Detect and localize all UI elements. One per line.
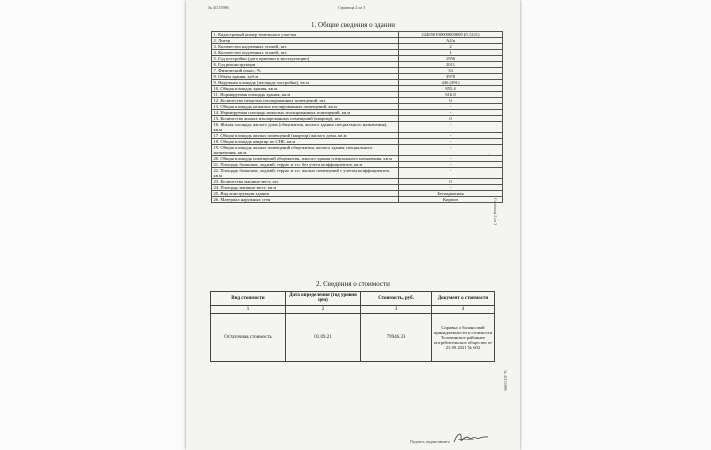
general-info-value: 3978 — [399, 74, 503, 80]
cost-col-num-3: 3 — [361, 305, 432, 313]
general-info-label: 7. Физический износ, % — [212, 68, 399, 74]
scan-background-left — [0, 0, 186, 450]
general-info-value: А2/к — [399, 38, 503, 44]
general-info-label: 1. Кадастровый номер земельного участка — [212, 32, 399, 38]
side-page-note: Страница 2 из 3 — [493, 198, 498, 226]
general-info-label: 17. Общая площадь жилых помещений (квартир) жилого дома, кв.м — [212, 133, 399, 139]
cost-col-num-1: 1 — [211, 305, 286, 313]
general-info-label: 8. Объем здания, куб.м — [212, 74, 399, 80]
general-info-value: 616.8 — [399, 92, 503, 98]
handwritten-signature — [452, 430, 490, 446]
general-info-label: 22. Площадь балконов, лоджий, террас и т.п. жилых помещений с учетом коэффициентов, кв.м — [212, 168, 399, 179]
general-info-label: 2. Литер — [212, 38, 399, 44]
general-info-label: 13. Общая площадь нежилых изолированных помещений, кв.м — [212, 104, 399, 110]
general-info-value: - — [399, 104, 503, 110]
cost-col-num-2: 2 — [286, 305, 361, 313]
cost-table — [210, 291, 495, 362]
general-info-value: 1 — [399, 50, 503, 56]
general-info-value: - — [399, 168, 503, 179]
general-info-value: 855.4 — [399, 86, 503, 92]
cost-col-num-4: 4 — [432, 305, 495, 313]
section1-title: 1. Общие сведения о здании — [311, 21, 395, 29]
document-page — [186, 0, 520, 450]
general-info-label: 16. Жилая площадь жилого дома (общежития, жилого здания специального назначения), кв.м — [212, 122, 399, 133]
general-info-value: - — [399, 110, 503, 116]
general-info-value: 2 — [399, 44, 503, 50]
general-info-label: 4. Количество подземных этажей, шт. — [212, 50, 399, 56]
general-info-value: 0 — [399, 116, 503, 122]
doc-number-header: № 41155986 — [208, 5, 229, 10]
general-info-label: 21. Площадь балконов, лоджий, террас и т.п. без учета коэффициентов, кв.м — [212, 162, 399, 168]
general-info-label: 15. Количество жилых изолированных помещений (квартир), шт. — [212, 116, 399, 122]
general-info-value: 0 — [399, 179, 503, 185]
general-info-value: Кирпич — [399, 197, 503, 203]
signature-label: Подпись подписавшего — [410, 439, 450, 444]
general-info-value: - — [399, 122, 503, 133]
general-info-row — [212, 122, 503, 133]
general-info-value: - — [399, 139, 503, 145]
scan-mark: · — [488, 152, 490, 158]
general-info-value: Бескаркасная — [399, 191, 503, 197]
general-info-value: 2011 — [399, 62, 503, 68]
general-info-row — [212, 145, 503, 156]
general-info-value: 446 (491) — [399, 80, 503, 86]
general-info-label: 11. Нормируемая площадь здания, кв.м — [212, 92, 399, 98]
general-info-label: 3. Количество надземных этажей, шт. — [212, 44, 399, 50]
general-info-table — [211, 31, 503, 203]
general-info-label: 12. Количество нежилых изолированных помещений, шт. — [212, 98, 399, 104]
cost-value-cell: 79946.33 — [361, 314, 432, 362]
side-doc-number: № 41155986 — [503, 370, 508, 391]
section2-title: 2. Сведения о стоимости — [316, 280, 390, 288]
cost-header-type: Вид стоимости — [211, 292, 286, 306]
general-info-label: 18. Общая площадь квартир по СНБ, кв.м — [212, 139, 399, 145]
general-info-value: 1956 — [399, 56, 503, 62]
general-info-label: 24. Площадь машино-мест, кв.м — [212, 185, 399, 191]
general-info-value: - — [399, 156, 503, 162]
cost-header-doc: Документ о стоимости — [432, 292, 495, 306]
general-info-label: 20. Общая площадь помещений общежития, жилого здания специального назначения, кв.м — [212, 156, 399, 162]
general-info-label: 25. Вид конструкции здания — [212, 191, 399, 197]
general-info-label: 23. Количество машино-мест, шт. — [212, 179, 399, 185]
general-info-value: - — [399, 162, 503, 168]
cost-date-cell: 01.09.21 — [286, 314, 361, 362]
general-info-label: 10. Общая площадь здания, кв.м — [212, 86, 399, 92]
page-counter-header: Страница 2 из 3 — [338, 5, 366, 10]
general-info-value: - — [399, 133, 503, 139]
general-info-value: 0 — [399, 98, 503, 104]
general-info-label: 14. Нормируемая площадь нежилых изолированных помещений, кв.м — [212, 110, 399, 116]
general-info-row — [212, 197, 503, 203]
general-info-label: 9. Наружная площадь (площадь застройки), кв.м — [212, 80, 399, 86]
general-info-label: 5. Год постройки (дата приемки в эксплуатацию) — [212, 56, 399, 62]
general-info-value: 224650100000000600 (0.1221) — [399, 32, 503, 38]
cost-type-cell: Остаточная стоимость — [211, 314, 286, 362]
general-info-value: - — [399, 185, 503, 191]
general-info-value: 33 — [399, 68, 503, 74]
general-info-row — [212, 168, 503, 179]
general-info-value: - — [399, 145, 503, 156]
general-info-label: 6. Год реконструкции — [212, 62, 399, 68]
cost-header-date: Дата определения (год уровня цен) — [286, 292, 361, 306]
general-info-label: 19. Общая площадь жилых помещений общежития, жилого здания специального назначения, кв.м — [212, 145, 399, 156]
general-info-label: 26. Материал наружных стен — [212, 197, 399, 203]
cost-doc-cell: Справка о балансовой принадлежности и стоимости Толочинское районное потребительское общество от 23.09.2021 № 602 — [432, 314, 495, 362]
cost-header-value: Стоимость, руб. — [361, 292, 432, 306]
scan-background-right — [520, 0, 711, 450]
